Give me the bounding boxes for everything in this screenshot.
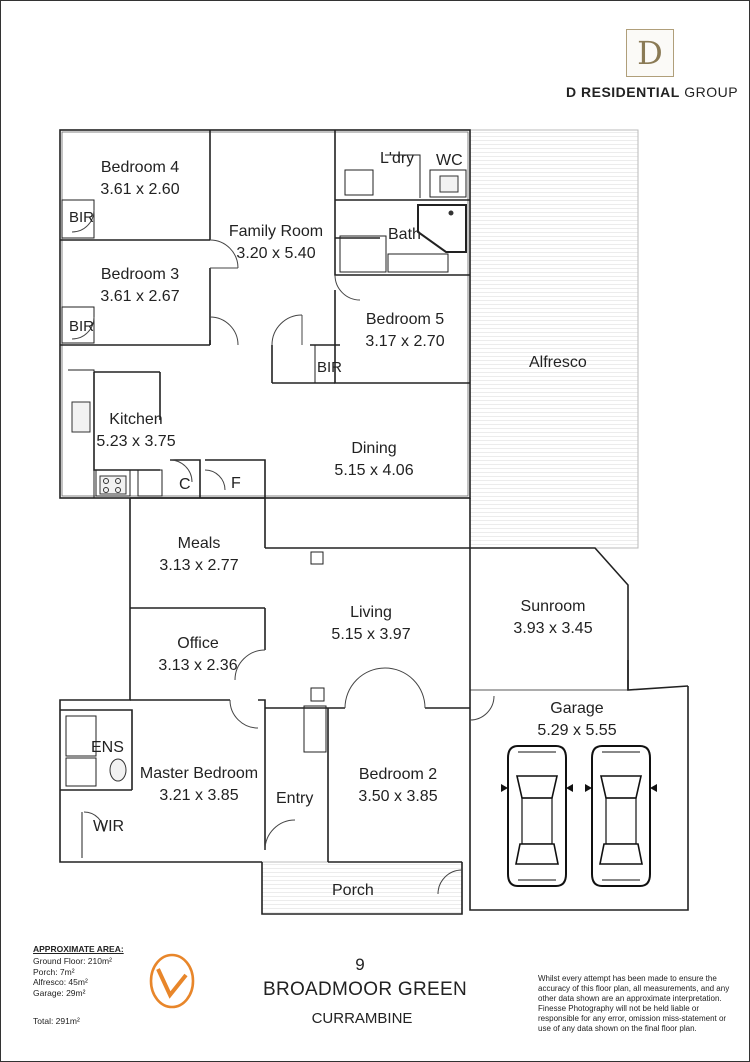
label-alfresco: Alfresco: [529, 354, 587, 371]
company-name-bold: D RESIDENTIAL: [566, 84, 680, 100]
label-ensuite: ENS: [91, 739, 124, 756]
room-name: Bedroom 4: [100, 159, 180, 176]
label-bir-bedroom-3: BIR: [69, 318, 95, 335]
room-name: Sunroom: [520, 598, 586, 615]
room-meals: [159, 533, 238, 577]
room-bedroom-2: [358, 764, 437, 808]
room-bedroom-5: [365, 309, 444, 353]
room-dims: 3.93 x 3.45: [513, 620, 593, 637]
area-line: Alfresco: 45m²: [33, 977, 88, 987]
room-dims: 3.61 x 2.60: [100, 181, 180, 198]
label-bir-bedroom-4: BIR: [69, 209, 95, 226]
room-name: Living: [350, 604, 392, 621]
room-dims: 5.23 x 3.75: [96, 433, 176, 450]
area-total: Total: 291m²: [33, 1016, 80, 1026]
label-laundry: L'dry: [380, 150, 415, 167]
room-dims: 5.15 x 3.97: [331, 626, 411, 643]
room-garage: [537, 698, 616, 742]
room-office: [158, 633, 237, 677]
company-logo: [626, 29, 674, 77]
label-bath: Bath: [388, 226, 421, 243]
room-dims: 3.13 x 2.77: [159, 557, 239, 574]
room-dims: 3.13 x 2.36: [158, 657, 238, 674]
room-name: Dining: [351, 440, 397, 457]
area-line: Porch: 7m²: [33, 966, 75, 977]
room-dims: 3.17 x 2.70: [365, 333, 445, 350]
area-title: APPROXIMATE AREA:: [33, 944, 124, 954]
address-suburb: CURRAMBINE: [311, 1010, 413, 1027]
room-dims: 5.29 x 5.55: [537, 722, 617, 739]
room-dims: 3.50 x 3.85: [358, 788, 438, 805]
room-name: Kitchen: [109, 411, 163, 428]
label-wc: WC: [436, 152, 463, 169]
label-porch: Porch: [332, 882, 374, 899]
room-name: Office: [177, 635, 219, 652]
room-name: Garage: [550, 700, 604, 717]
room-family: [229, 221, 323, 265]
address-street: BROADMOOR GREEN: [262, 979, 468, 1000]
disclaimer-text: Whilst every attempt has been made to ensure the accuracy of this floor plan, all measurements, and any other data shown are an approximate interpretation. Finesse Photography will not be held liable or responsible for any error, omission miss-statement or use of any data shown on the final floor plan.: [538, 974, 730, 1033]
logo-letter: D: [637, 34, 663, 72]
room-name: Bedroom 3: [100, 266, 180, 283]
room-master-bedroom: [140, 763, 258, 807]
room-name: Bedroom 5: [365, 311, 445, 328]
room-name: Master Bedroom: [139, 765, 259, 782]
room-dining: [334, 438, 413, 482]
label-bir-bedroom-5: BIR: [317, 359, 343, 376]
room-bedroom-4: [100, 157, 179, 201]
room-name: Meals: [177, 535, 221, 552]
label-cupboard: C: [179, 476, 191, 493]
room-dims: 3.20 x 5.40: [236, 245, 316, 262]
label-fridge: F: [231, 475, 241, 492]
label-entry: Entry: [276, 790, 314, 807]
room-bedroom-3: [100, 264, 179, 308]
room-name: Bedroom 2: [358, 766, 438, 783]
address-number: 9: [355, 955, 365, 974]
label-wir: WIR: [93, 818, 125, 835]
room-dims: 3.61 x 2.67: [100, 288, 180, 305]
photographer-logo-icon: [148, 953, 196, 1009]
room-kitchen: [96, 409, 175, 453]
room-sunroom: [513, 596, 592, 640]
area-line: Ground Floor: 210m²: [33, 956, 112, 966]
room-dims: 3.21 x 3.85: [159, 787, 239, 804]
company-name: [566, 84, 738, 100]
area-list: [33, 956, 112, 998]
area-line: Garage: 29m²: [33, 987, 86, 998]
room-living: [331, 602, 410, 646]
room-name: Family Room: [228, 223, 324, 240]
company-name-light: GROUP: [679, 84, 739, 100]
room-dims: 5.15 x 4.06: [334, 462, 414, 479]
